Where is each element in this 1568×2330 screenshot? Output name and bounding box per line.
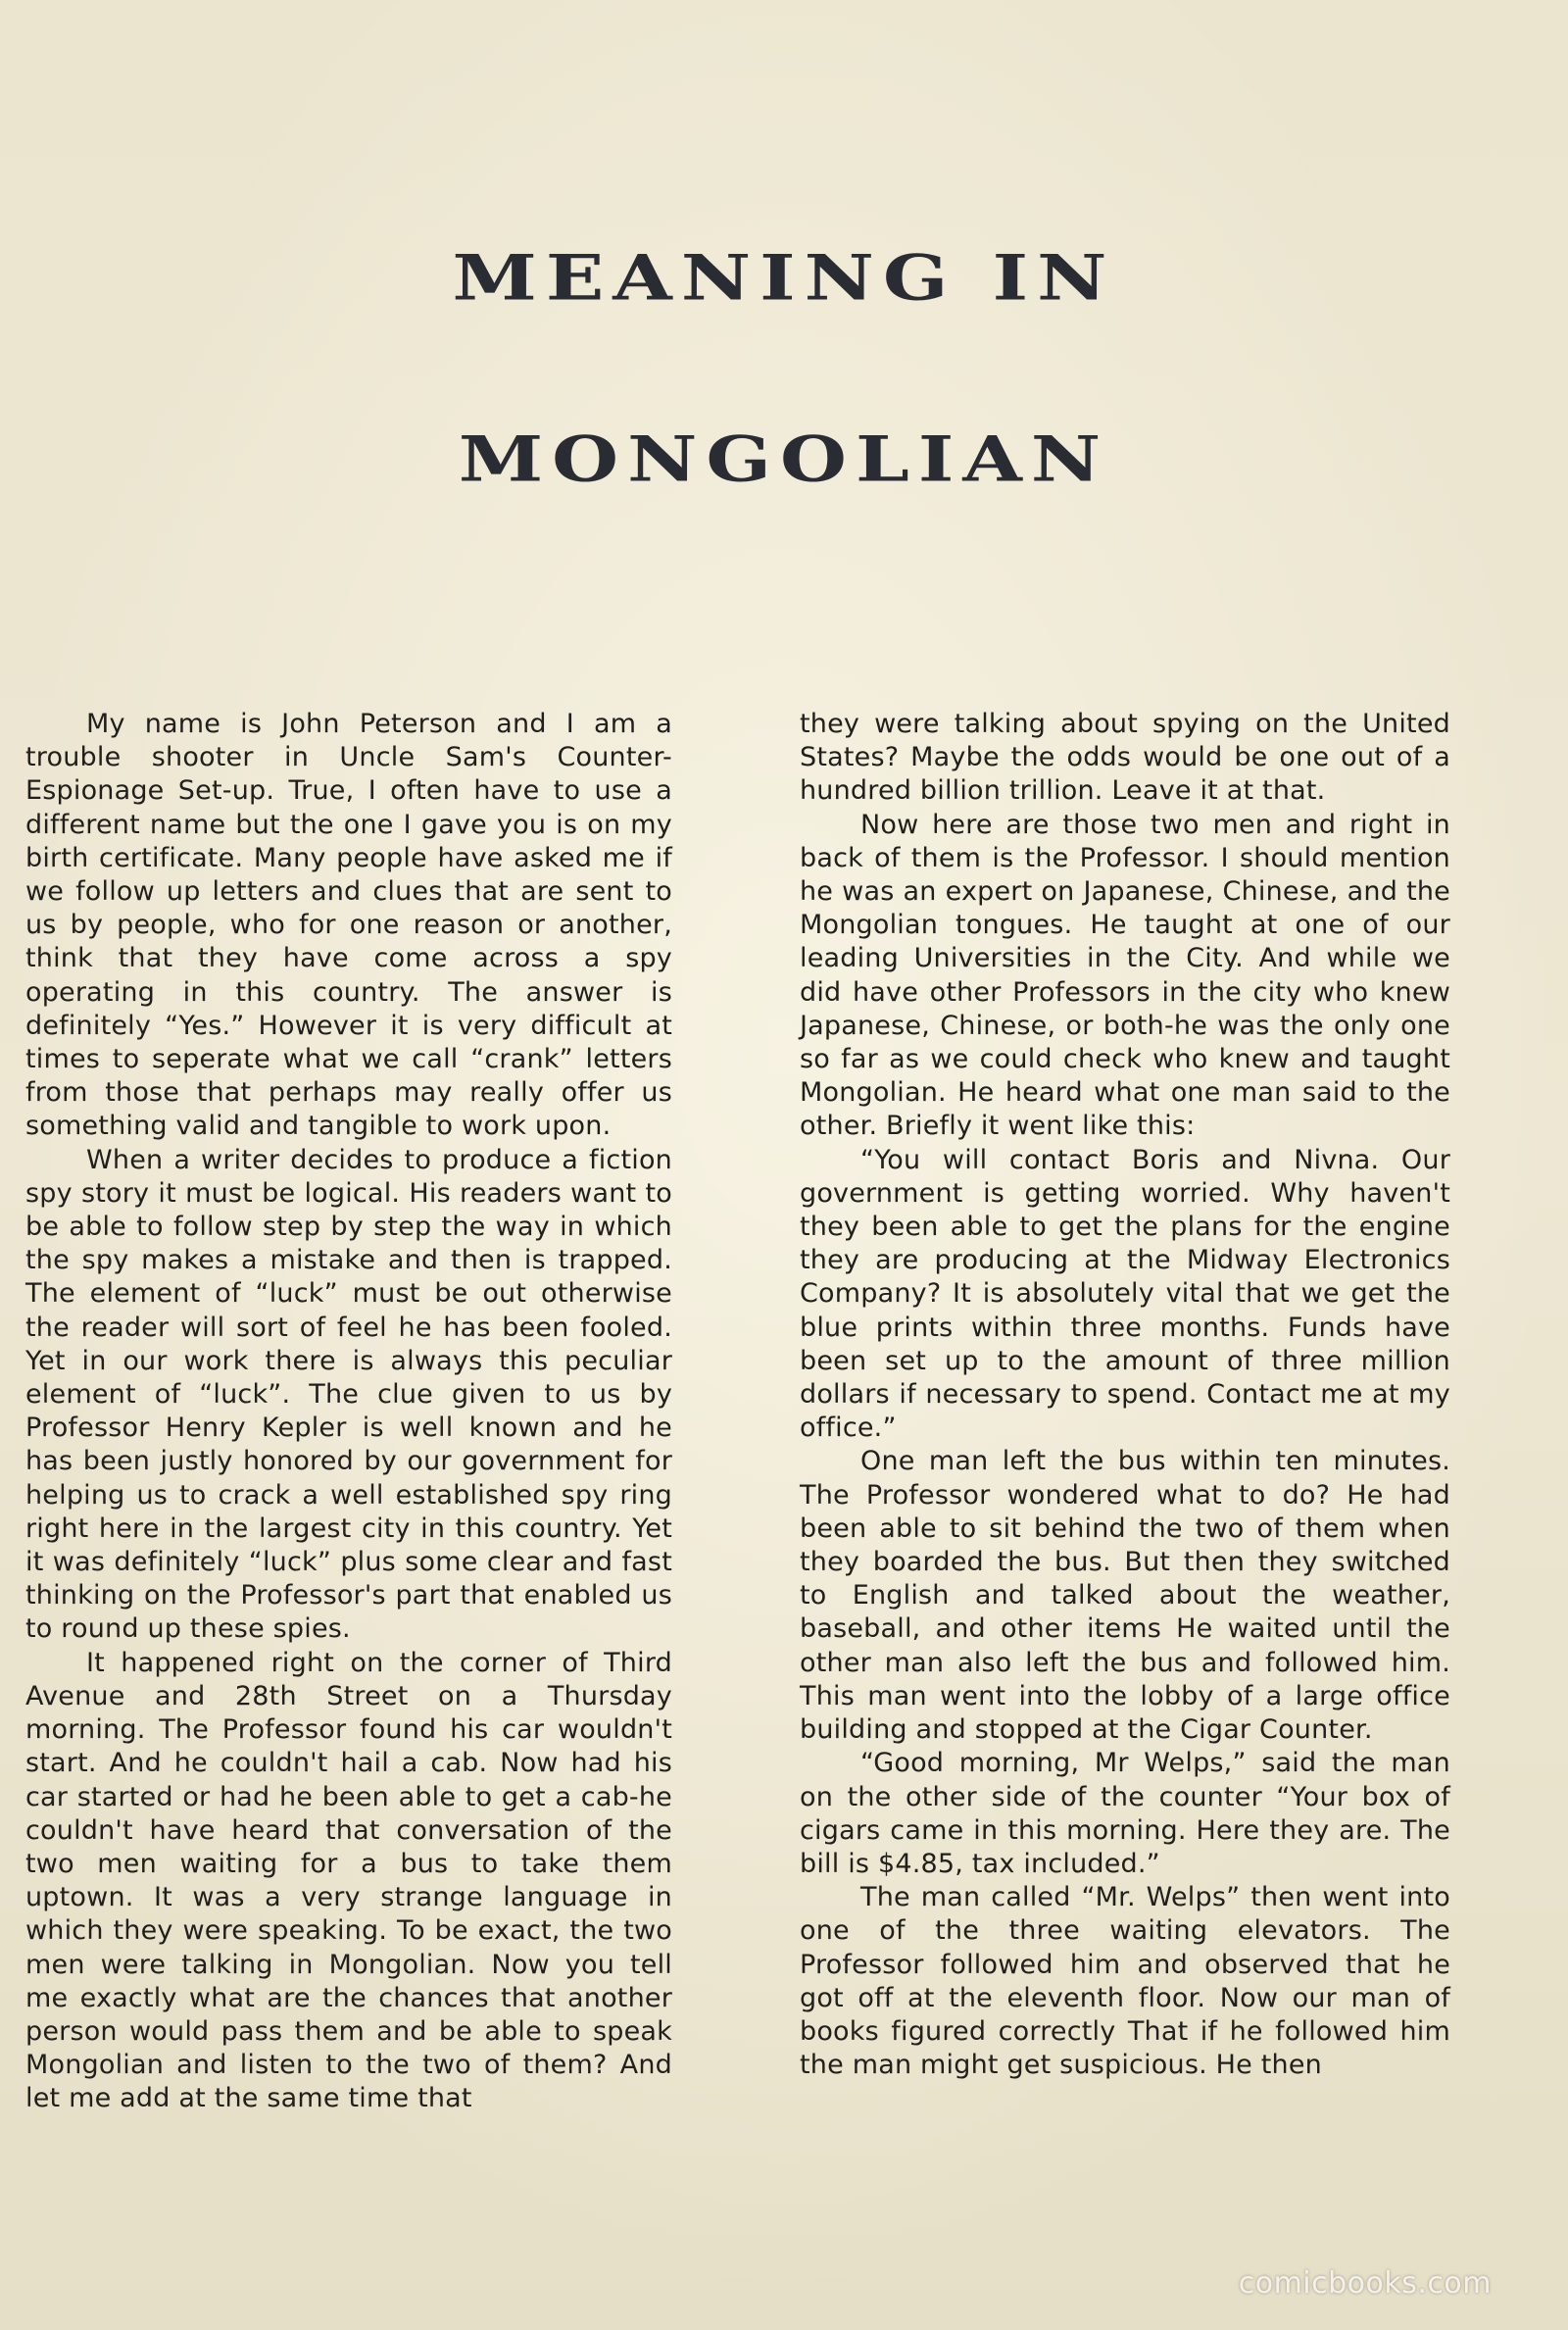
- paragraph: “Good morning, Mr Welps,” said the man on the other side of the counter “Your box of cigars came in this morning. Here they are. The bill is $4.85, tax included.”: [800, 1748, 1450, 1879]
- paragraph: they were talking about spying on the United States? Maybe the odds would be one out of a hundred billion trillion. Leave it at that.: [800, 709, 1450, 807]
- paragraph: It happened right on the corner of Third Avenue and 28th Street on a Thursday morning. The Professor found his car wouldn't start. And he couldn't hail a cab. Now had his car started or had he been able to get a cab-he couldn't have heard that conversation of the two men waiting for a bus to take them uptown. It was a very strange language in which they were speaking. To be exact, the two men were talking in Mongolian. Now you tell me exactly what are the chances that another person would pass them and be able to speak Mongolian and listen to the two of them? And let me add at the same time that: [25, 1647, 672, 2114]
- paragraph: Now here are those two men and right in back of them is the Professor. I should mention he was an expert on Japanese, Chinese, and the Mongolian tongues. He taught at one of our leading Universities in the City. And while we did have other Professors in the city who knew Japanese, Chinese, or both-he was the only one so far as we could check who knew and taught Mongolian. He heard what one man said to the other. Briefly it went like this:: [800, 809, 1450, 1142]
- paragraph: The man called “Mr. Welps” then went into one of the three waiting elevators. The Professor followed him and observed that he got off at the eleventh floor. Now our man of books figured correctly That if he followed him the man might get suspicious. He then: [800, 1882, 1450, 2081]
- paragraph: One man left the bus within ten minutes. The Professor wondered what to do? He had been able to sit behind the two of them when they boarded the bus. But then they switched to English and talked about the weather, baseball, and other items He waited until the other man also left the bus and followed him. This man went into the lobby of a large office building and stopped at the Cigar Counter.: [800, 1446, 1450, 1746]
- paragraph: My name is John Peterson and I am a trouble shooter in Uncle Sam's Counter-Espionage Set-up. True, I often have to use a different name but the one I gave you is on my birth certificate. Many people have asked me if we follow up letters and clues that are sent to us by people, who for one reason or another, think that they have come across a spy operating in this country. The answer is definitely “Yes.” However it is very difficult at times to seperate what we call “crank” letters from those that perhaps may really offer us something valid and tangible to work upon.: [25, 709, 672, 1142]
- title-line-2: MONGOLIAN: [458, 422, 1110, 496]
- left-column: [25, 708, 672, 2116]
- title-line-1: MEANING IN: [452, 241, 1116, 315]
- paragraph: When a writer decides to produce a fiction spy story it must be logical. His readers want to be able to follow step by step the way in which the spy makes a mistake and then is trapped. The element of “luck” must be out otherwise the reader will sort of feel he has been fooled. Yet in our work there is always this peculiar element of “luck”. The clue given to us by Professor Henry Kepler is well known and he has been justly honored by our government for helping us to crack a well established spy ring right here in the largest city in this country. Yet it was definitely “luck” plus some clear and fast thinking on the Professor's part that enabled us to round up these spies.: [25, 1144, 672, 1645]
- paragraph: “You will contact Boris and Nivna. Our government is getting worried. Why haven't they been able to get the plans for the engine they are producing at the Midway Electronics Company? It is absolutely vital that we get the blue prints within three months. Funds have been set up to the amount of three million dollars if necessary to spend. Contact me at my office.”: [800, 1144, 1450, 1444]
- watermark: comicbooks.com: [1238, 2266, 1492, 2301]
- right-column: [800, 708, 1450, 2082]
